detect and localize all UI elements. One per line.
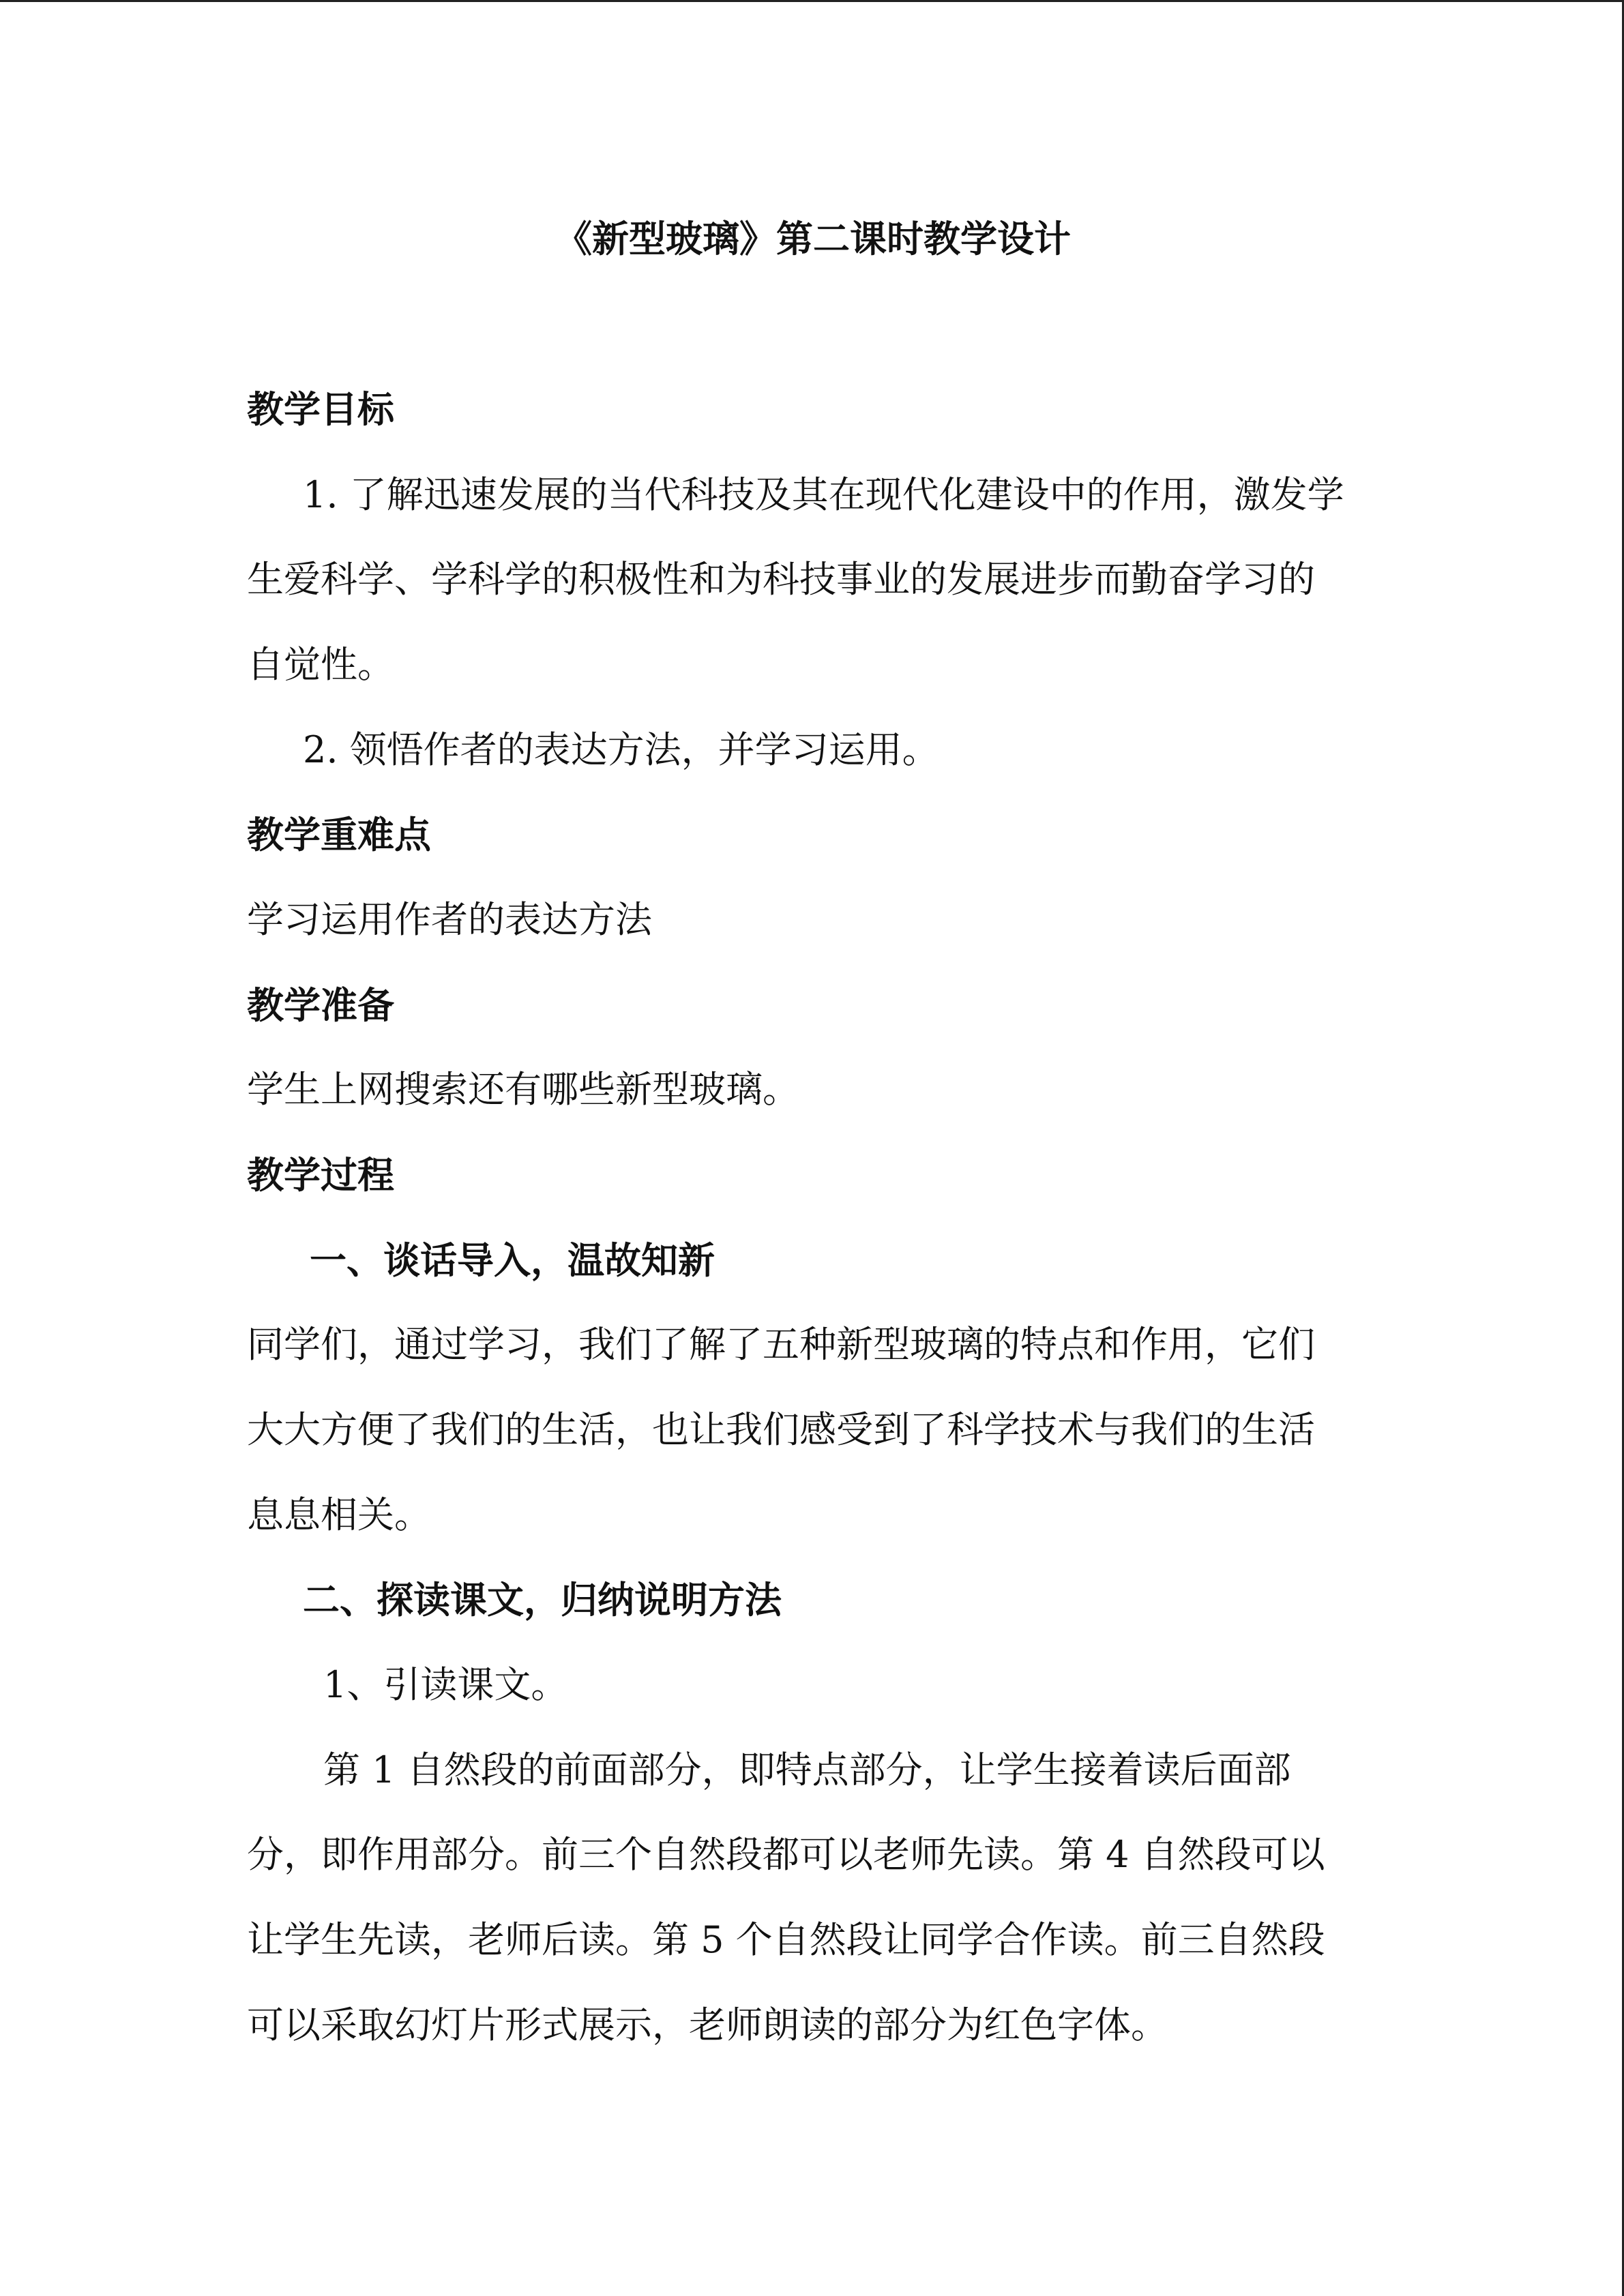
document-title: 《新型玻璃》第二课时教学设计 [555,217,1071,260]
goal-item-1-line-1: 1. 了解迅速发展的当代科技及其在现代化建设中的作用，激发学 [303,473,1344,516]
key-points-heading: 教学重难点 [247,813,431,856]
step-2-sub-1: 1、引读课文。 [323,1663,568,1706]
step-2-line-2: 分，即作用部分。前三个自然段都可以老师先读。第 4 自然段可以 [247,1833,1325,1876]
step-2-heading: 二、探读课文，归纳说明方法 [303,1578,782,1622]
goals-heading: 教学目标 [247,387,394,431]
goal-item-1-line-3: 自觉性。 [247,643,394,686]
step-2-line-1: 第 1 自然段的前面部分，即特点部分，让学生接着读后面部 [323,1748,1291,1791]
step-1-line-1: 同学们，通过学习，我们了解了五种新型玻璃的特点和作用，它们 [247,1323,1315,1366]
step-1-heading: 一、谈话导入，温故知新 [310,1238,715,1282]
preparation-text: 学生上网搜索还有哪些新型玻璃。 [247,1068,799,1111]
key-points-text: 学习运用作者的表达方法 [247,898,652,941]
preparation-heading: 教学准备 [247,983,394,1027]
step-1-line-2: 大大方便了我们的生活，也让我们感受到了科学技术与我们的生活 [247,1408,1315,1451]
goal-item-1-line-2: 生爱科学、学科学的积极性和为科技事业的发展进步而勤奋学习的 [247,558,1315,601]
process-heading: 教学过程 [247,1153,394,1197]
goal-item-2: 2. 领悟作者的表达方法，并学习运用。 [303,728,939,771]
step-2-line-3: 让学生先读，老师后读。第 5 个自然段让同学合作读。前三自然段 [247,1918,1325,1961]
page-border-top [0,0,1624,2]
step-2-line-4: 可以采取幻灯片形式展示，老师朗读的部分为红色字体。 [247,2003,1168,2046]
step-1-line-3: 息息相关。 [247,1493,431,1536]
